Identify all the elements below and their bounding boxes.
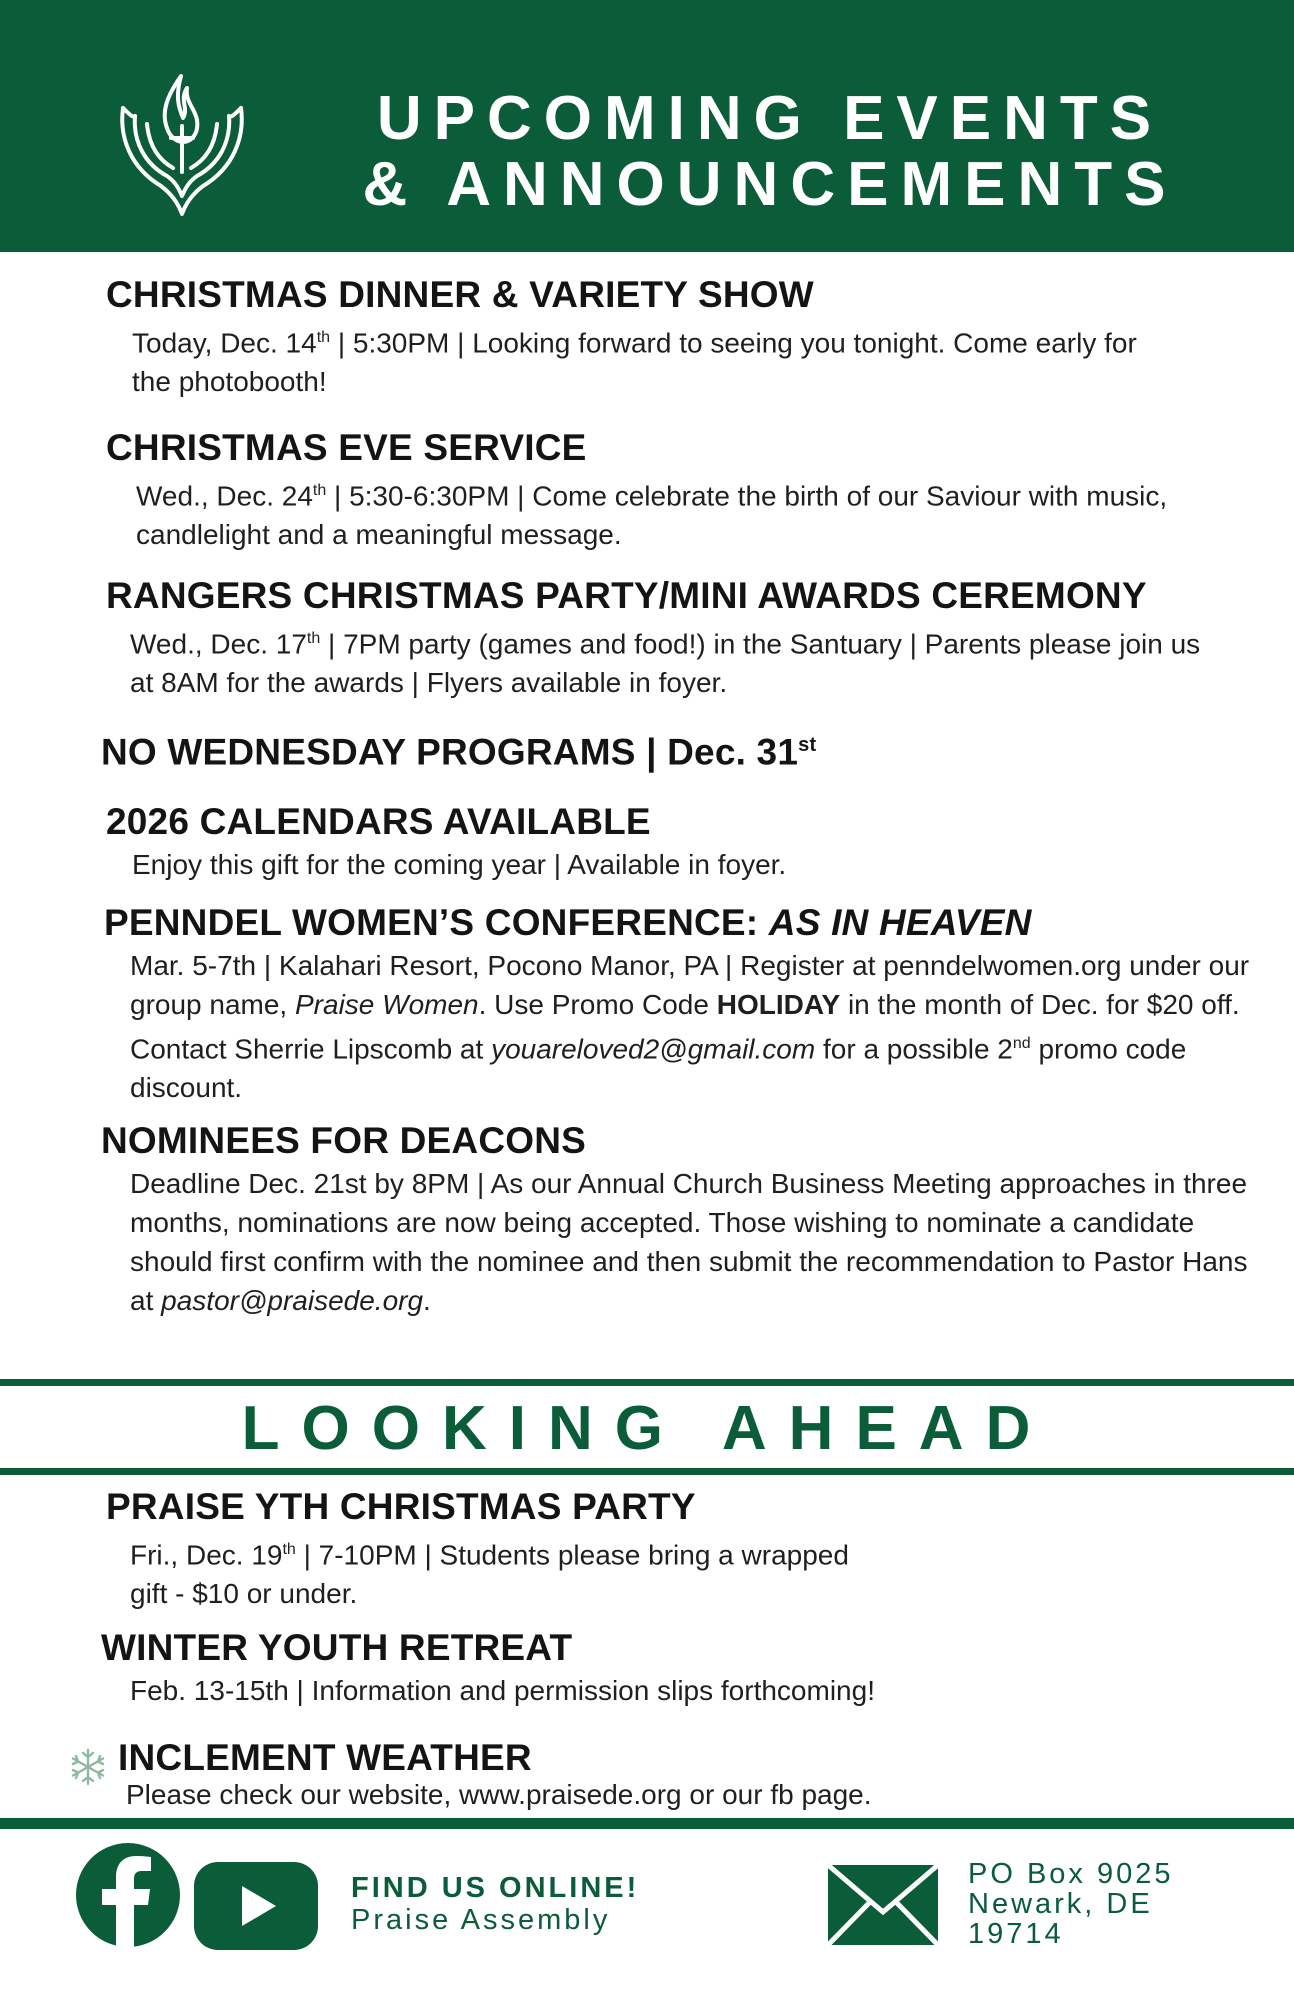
event-rangers-party	[106, 575, 1276, 702]
looking-ahead-heading: LOOKING AHEAD	[241, 1394, 1053, 1463]
event-title: 2026 CALENDARS AVAILABLE	[106, 801, 651, 842]
event-title: WINTER YOUTH RETREAT	[101, 1627, 573, 1668]
divider-top	[0, 1379, 1294, 1386]
event-yth-party	[106, 1486, 1206, 1613]
mail-icon	[825, 1862, 941, 1948]
church-logo-icon	[115, 68, 250, 223]
event-deacon-nominees	[101, 1120, 1271, 1320]
event-christmas-dinner	[106, 274, 1206, 401]
event-details	[130, 1164, 1250, 1320]
address-line: PO Box 9025	[968, 1858, 1174, 1890]
event-line-2: gift - $10 or under.	[130, 1578, 358, 1610]
event-details: Feb. 13-15th | Information and permission slips forthcoming!	[130, 1675, 875, 1706]
ordinal-suffix: st	[798, 734, 817, 756]
event-text: .	[423, 1285, 431, 1316]
event-christmas-eve	[106, 427, 1256, 554]
promo-code: HOLIDAY	[716, 989, 841, 1020]
find-us-online-label: FIND US ONLINE!	[351, 1872, 640, 1904]
ordinal-suffix: th	[282, 1541, 296, 1558]
event-calendars	[106, 801, 1206, 884]
header-title-line-2: & ANNOUNCEMENTS	[362, 150, 1178, 219]
event-date: Wed., Dec. 24	[136, 480, 313, 512]
event-title-text: NO WEDNESDAY PROGRAMS | Dec. 31	[101, 731, 799, 773]
event-text: promo code discount.	[130, 1033, 1187, 1104]
event-title: CHRISTMAS DINNER & VARIETY SHOW	[106, 274, 814, 315]
event-winter-retreat	[101, 1627, 1201, 1710]
event-title: INCLEMENT WEATHER	[118, 1737, 532, 1778]
event-details: Please check our website, www.praisede.org or our fb page.	[126, 1779, 872, 1810]
mailing-address	[968, 1859, 1174, 1949]
event-title: NOMINEES FOR DEACONS	[101, 1120, 587, 1161]
event-description: | 5:30-6:30PM | Come celebrate the birth of our Saviour with music, candlelight and a meaningful message.	[136, 480, 1168, 551]
event-description: | 7PM party (games and food!) in the Santuary | Parents please join us at 8AM for the awards | Flyers available in foyer.	[130, 628, 1201, 699]
event-title: CHRISTMAS EVE SERVICE	[106, 427, 587, 468]
event-line-1	[130, 1530, 1180, 1574]
youtube-icon[interactable]	[194, 1862, 318, 1950]
event-title	[101, 724, 1201, 773]
event-details	[130, 1530, 1180, 1613]
event-title-text: PENNDEL WOMEN’S CONFERENCE:	[104, 902, 769, 943]
event-date: Wed., Dec. 17	[130, 628, 307, 660]
event-date: Today, Dec. 14	[132, 327, 317, 359]
event-description: | 5:30PM | Looking forward to seeing you tonight. Come early for the photobooth!	[132, 327, 1137, 398]
snowflake-icon	[68, 1747, 108, 1787]
event-title: RANGERS CHRISTMAS PARTY/MINI AWARDS CEREMONY	[106, 575, 1147, 616]
event-title-italic: AS IN HEAVEN	[768, 902, 1032, 943]
event-text: . Use Promo Code	[478, 989, 717, 1020]
address-line: Newark, DE	[968, 1888, 1153, 1920]
ordinal-suffix: th	[316, 329, 331, 346]
event-details	[136, 471, 1246, 554]
divider-bottom	[0, 1468, 1294, 1475]
header-banner	[0, 0, 1294, 252]
event-inclement-weather	[118, 1737, 1218, 1814]
event-date: Fri., Dec. 19	[130, 1539, 283, 1571]
address-line: 19714	[968, 1918, 1064, 1950]
event-title: PRAISE YTH CHRISTMAS PARTY	[106, 1486, 696, 1527]
event-text: for a possible 2	[815, 1033, 1013, 1065]
ordinal-suffix: th	[312, 482, 327, 499]
header-title-line-1: UPCOMING EVENTS	[376, 84, 1164, 153]
event-details	[132, 318, 1182, 401]
event-penndel-conference	[104, 902, 1264, 1107]
facebook-icon[interactable]	[76, 1843, 180, 1947]
event-no-wednesday	[101, 724, 1201, 773]
event-description: | 7-10PM | Students please bring a wrapped	[295, 1539, 849, 1571]
event-text: in the month of Dec. for $20 off. Contact Sherrie Lipscomb at	[130, 989, 1240, 1065]
church-name: Praise Assembly	[351, 1904, 611, 1936]
group-name: Praise Women	[295, 989, 479, 1020]
event-title	[104, 902, 1264, 944]
event-text: Deadline Dec. 21st by 8PM | As our Annual Church Business Meeting approaches in three months, nominations are now being accepted. Those wishing to nominate a candidate should first confirm with the nominee and then submit the recommendation to Pastor Hans at	[130, 1168, 1248, 1316]
ordinal-suffix: nd	[1012, 1035, 1031, 1052]
footer-divider	[0, 1818, 1294, 1829]
event-text: Mar. 5-7th | Kalahari Resort, Pocono Manor, PA | Register at penndelwomen.org under our group name,	[130, 950, 1250, 1020]
contact-email: pastor@praisede.org	[161, 1285, 424, 1316]
event-details: Enjoy this gift for the coming year | Available in foyer.	[132, 849, 787, 880]
event-details	[130, 946, 1250, 1107]
ordinal-suffix: th	[306, 630, 321, 647]
event-details	[130, 619, 1210, 702]
contact-email: youareloved2@gmail.com	[491, 1033, 816, 1065]
